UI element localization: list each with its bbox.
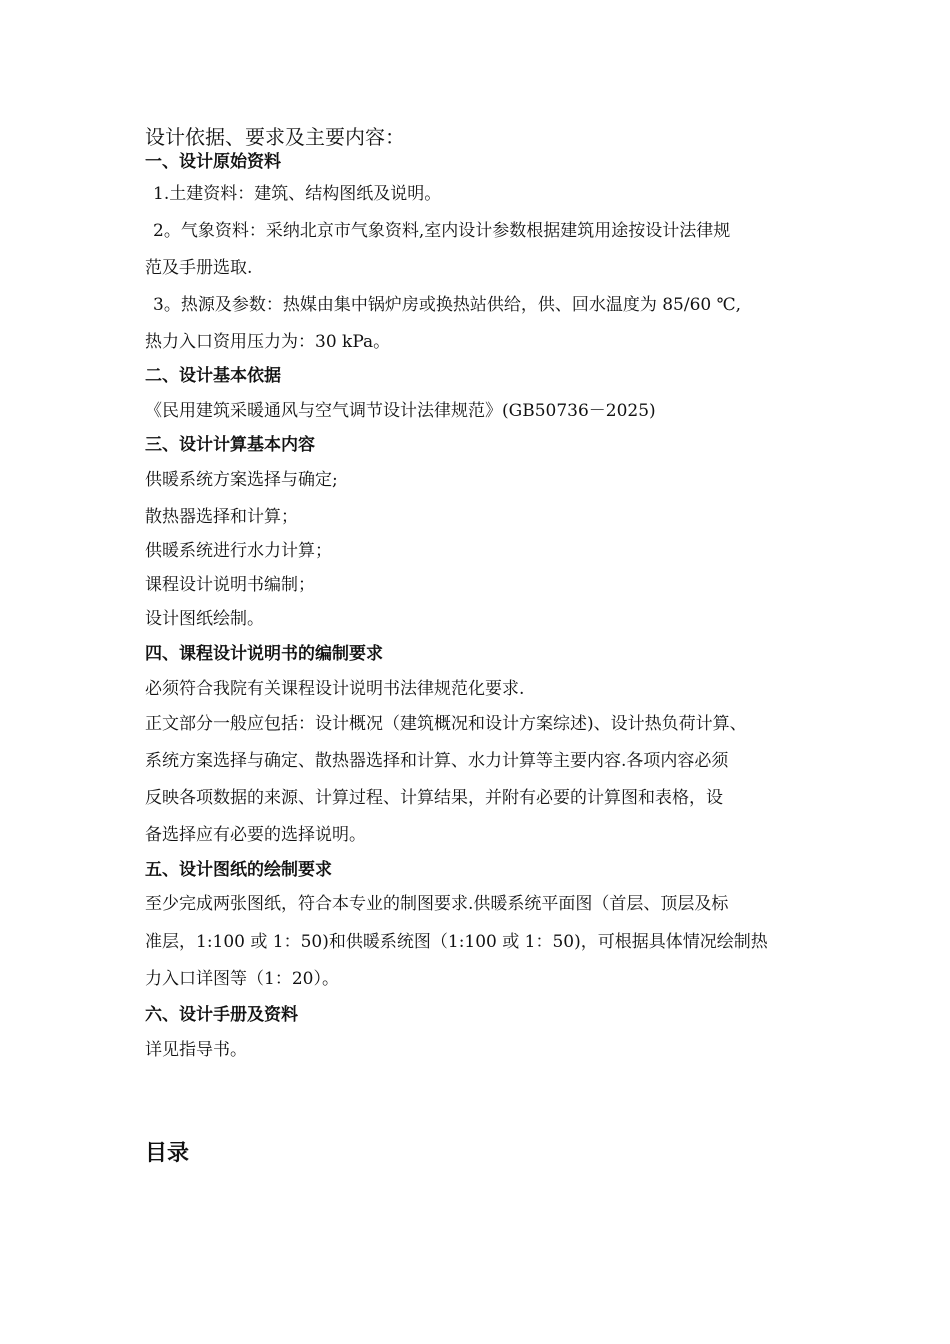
section-heading-5: 五、设计图纸的绘制要求 xyxy=(145,860,332,880)
paragraph-line: 1.土建资料：建筑、结构图纸及说明。 xyxy=(153,184,442,204)
paragraph-line: 3。热源及参数：热媒由集中锅炉房或换热站供给，供、回水温度为 85/60 ℃, xyxy=(153,295,742,315)
section-heading-2: 二、设计基本依据 xyxy=(145,366,281,386)
paragraph-line: 准层，1:100 或 1：50)和供暖系统图（1:100 或 1：50)，可根据具体情况绘制热 xyxy=(145,932,768,952)
toc-heading: 目录 xyxy=(145,1141,190,1166)
list-item: 供暖系统进行水力计算； xyxy=(145,541,332,561)
paragraph-line: 热力入口资用压力为：30 kPa。 xyxy=(145,332,391,352)
paragraph-line: 2。气象资料：采纳北京市气象资料,室内设计参数根据建筑用途按设计法律规 xyxy=(153,221,731,241)
paragraph-line: 力入口详图等（1：20）。 xyxy=(145,969,339,989)
paragraph-line: 反映各项数据的来源、计算过程、计算结果，并附有必要的计算图和表格，设 xyxy=(145,788,723,808)
section-heading-6: 六、设计手册及资料 xyxy=(145,1005,298,1025)
paragraph-line: 备选择应有必要的选择说明。 xyxy=(145,825,366,845)
paragraph-line: 正文部分一般应包括：设计概况（建筑概况和设计方案综述)、设计热负荷计算、 xyxy=(145,714,747,734)
paragraph-line: 至少完成两张图纸，符合本专业的制图要求.供暖系统平面图（首层、顶层及标 xyxy=(145,894,729,914)
document-title: 设计依据、要求及主要内容： xyxy=(145,125,405,149)
list-item: 设计图纸绘制。 xyxy=(145,609,264,629)
paragraph-line: 系统方案选择与确定、散热器选择和计算、水力计算等主要内容.各项内容必须 xyxy=(145,751,729,771)
list-item: 供暖系统方案选择与确定; xyxy=(145,470,338,490)
section-heading-3: 三、设计计算基本内容 xyxy=(145,435,315,455)
paragraph-line: 必须符合我院有关课程设计说明书法律规范化要求. xyxy=(145,679,525,699)
paragraph-line: 《民用建筑采暖通风与空气调节设计法律规范》(GB50736－2025) xyxy=(145,401,656,421)
paragraph-line: 范及手册选取. xyxy=(145,258,253,278)
paragraph-line: 详见指导书。 xyxy=(145,1040,247,1060)
list-item: 散热器选择和计算； xyxy=(145,507,298,527)
section-heading-4: 四、课程设计说明书的编制要求 xyxy=(145,644,383,664)
list-item: 课程设计说明书编制； xyxy=(145,575,315,595)
section-heading-1: 一、设计原始资料 xyxy=(145,152,281,172)
